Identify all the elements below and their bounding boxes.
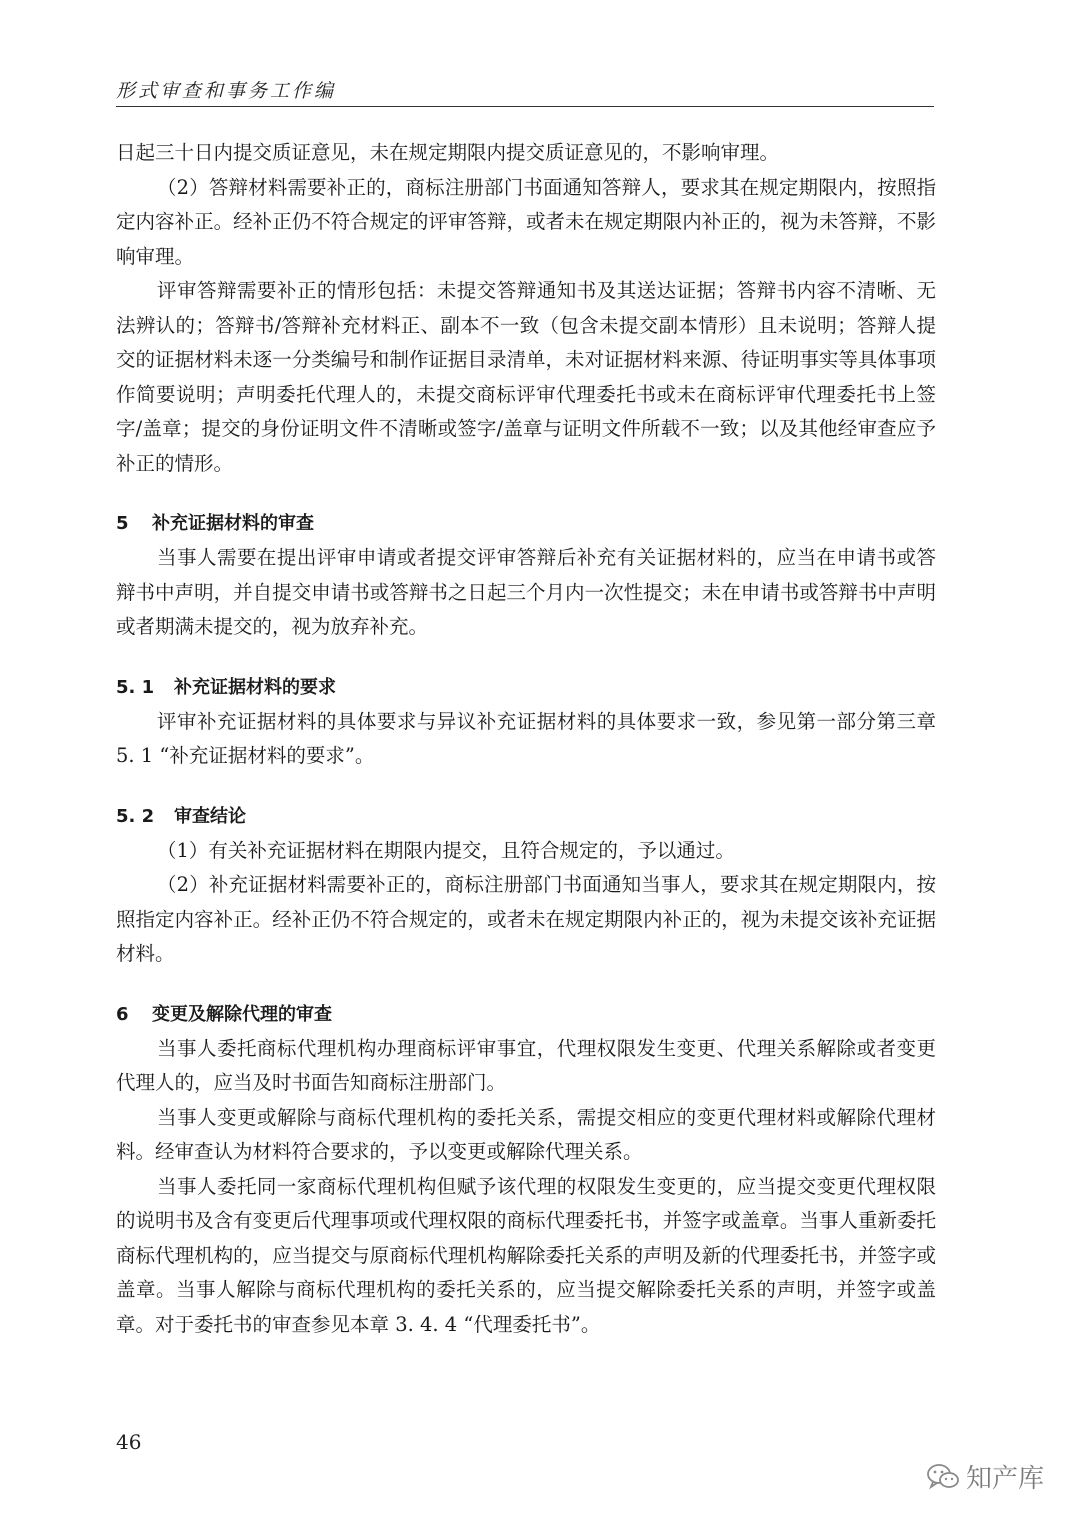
watermark bbox=[926, 1458, 1044, 1495]
paragraph: （2）答辩材料需要补正的，商标注册部门书面通知答辩人，要求其在规定期限内，按照指定内容补正。经补正仍不符合规定的评审答辩，或者未在规定期限内补正的，视为未答辩，不影响审理。 bbox=[116, 175, 936, 268]
section-number: 5. 2 bbox=[116, 805, 155, 827]
paragraph: 评审答辩需要补正的情形包括：未提交答辩通知书及其送达证据；答辩书内容不清晰、无法辨认的；答辩书/答辩补充材料正、副本不一致（包含未提交副本情形）且未说明；答辩人提交的证据材料未逐一分类编号和制作证据目录清单，未对证据材料来源、待证明事实等具体事项作简要说明；声明委托代理人的，未提交商标评审代理委托书或未在商标评审代理委托书上签字/盖章；提交的身份证明文件不清晰或签字/盖章与证明文件所载不一致；以及其他经审查应予补正的情形。 bbox=[116, 279, 936, 475]
wechat-icon bbox=[926, 1463, 960, 1491]
section-title: 补充证据材料的审查 bbox=[152, 513, 314, 534]
page-number: 46 bbox=[116, 1430, 142, 1454]
page-content bbox=[116, 136, 936, 1342]
header-rule bbox=[116, 106, 934, 107]
paragraph: 当事人委托商标代理机构办理商标评审事宜，代理权限发生变更、代理关系解除或者变更代理人的，应当及时书面告知商标注册部门。 bbox=[116, 1036, 936, 1094]
paragraph: （1）有关补充证据材料在期限内提交，且符合规定的，予以通过。 bbox=[157, 838, 735, 862]
section-number: 5. 1 bbox=[116, 676, 155, 698]
section-title: 补充证据材料的要求 bbox=[174, 676, 336, 698]
paragraph: 当事人需要在提出评审申请或者提交评审答辩后补充有关证据材料的，应当在申请书或答辩书中声明，并自提交申请书或答辩书之日起三个月内一次性提交；未在申请书或答辩书中声明或者期满未提交的，视为放弃补充。 bbox=[116, 546, 936, 638]
paragraph: 当事人变更或解除与商标代理机构的委托关系，需提交相应的变更代理材料或解除代理材料。经审查认为材料符合要求的，予以变更或解除代理关系。 bbox=[116, 1105, 936, 1163]
watermark-text: 知产库 bbox=[966, 1464, 1045, 1494]
paragraph: 日起三十日内提交质证意见，未在规定期限内提交质证意见的，不影响审理。 bbox=[116, 141, 780, 164]
section-title: 变更及解除代理的审查 bbox=[152, 1003, 332, 1025]
section-title: 审查结论 bbox=[174, 805, 246, 827]
paragraph: 当事人委托同一家商标代理机构但赋予该代理的权限发生变更的，应当提交变更代理权限的说明书及含有变更后代理事项或代理权限的商标代理委托书，并签字或盖章。当事人重新委托商标代理机构的，应当提交与原商标代理机构解除委托关系的声明及新的代理委托书，并签字或盖章。当事人解除与商标代理机构的委托关系的，应当提交解除委托关系的声明，并签字或盖章。对于委托书的审查参见本章 3. 4. 4 “代理委托书”。 bbox=[116, 1174, 936, 1336]
running-header: 形式审查和事务工作编 bbox=[116, 80, 337, 102]
section-heading bbox=[116, 671, 936, 705]
section-heading bbox=[116, 800, 936, 834]
section-number: 6 bbox=[116, 1003, 129, 1025]
section-heading bbox=[116, 998, 936, 1032]
paragraph: （2）补充证据材料需要补正的，商标注册部门书面通知当事人，要求其在规定期限内，按照指定内容补正。经补正仍不符合规定的，或者未在规定期限内补正的，视为未提交该补充证据材料。 bbox=[116, 873, 936, 965]
section-heading bbox=[116, 507, 936, 541]
paragraph: 评审补充证据材料的具体要求与异议补充证据材料的具体要求一致，参见第一部分第三章 5. 1 “补充证据材料的要求”。 bbox=[116, 709, 936, 767]
section-number: 5 bbox=[116, 513, 129, 534]
